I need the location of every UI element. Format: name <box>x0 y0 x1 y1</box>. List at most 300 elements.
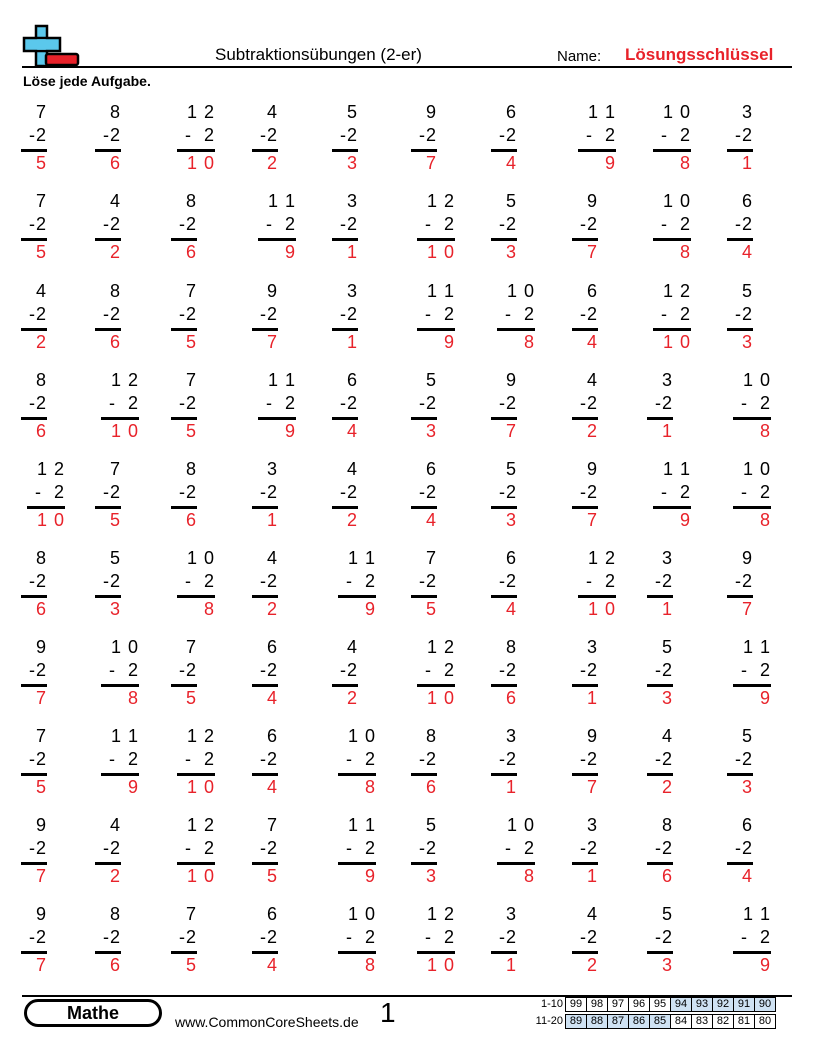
answer: 5 <box>185 332 197 352</box>
subtrahend: -2 <box>102 125 121 145</box>
problem <box>643 458 691 533</box>
problem <box>558 458 598 533</box>
problem <box>723 458 771 533</box>
problem <box>477 458 517 533</box>
problem <box>157 280 197 355</box>
answer: 6 <box>185 510 197 530</box>
minuend: 4 <box>586 370 598 390</box>
problem <box>7 369 47 444</box>
answer: 1 0 <box>426 955 455 975</box>
minuend: 1 1 <box>267 191 296 211</box>
subtrahend: -2 <box>259 571 278 591</box>
problem <box>407 636 455 711</box>
problem <box>318 636 358 711</box>
answer: 4 <box>266 955 278 975</box>
problem <box>157 190 197 265</box>
answer: 7 <box>266 332 278 352</box>
answer: 4 <box>505 153 517 173</box>
score-cell: 87 <box>607 1014 629 1029</box>
problem <box>81 814 121 889</box>
minuend: 5 <box>741 281 753 301</box>
minuend: 9 <box>741 548 753 568</box>
answer: 6 <box>425 777 437 797</box>
subtrahend: - 2 <box>660 304 691 324</box>
answer: 9 <box>443 332 455 352</box>
subtrahend: -2 <box>28 304 47 324</box>
answer: 4 <box>266 688 278 708</box>
minuend: 7 <box>185 281 197 301</box>
score-cell: 83 <box>691 1014 713 1029</box>
subtrahend: -2 <box>259 304 278 324</box>
subtrahend: - 2 <box>424 660 455 680</box>
subtrahend: -2 <box>339 214 358 234</box>
problem <box>7 101 47 176</box>
subtrahend: - 2 <box>34 482 65 502</box>
minuend: 3 <box>741 102 753 122</box>
problem <box>238 547 278 622</box>
subtrahend: -2 <box>734 214 753 234</box>
answer: 4 <box>505 599 517 619</box>
subtrahend: -2 <box>418 393 437 413</box>
answer: 1 <box>661 421 673 441</box>
subtrahend: - 2 <box>424 927 455 947</box>
problem <box>81 280 121 355</box>
subtrahend: - 2 <box>740 660 771 680</box>
answer: 9 <box>759 955 771 975</box>
subtrahend: -2 <box>178 214 197 234</box>
subtrahend: - 2 <box>108 749 139 769</box>
answer: 5 <box>185 688 197 708</box>
minuend: 6 <box>266 904 278 924</box>
subtrahend: -2 <box>579 304 598 324</box>
minuend: 5 <box>109 548 121 568</box>
answer: 7 <box>586 242 598 262</box>
answer: 9 <box>364 599 376 619</box>
subtrahend: -2 <box>339 393 358 413</box>
minuend: 8 <box>505 637 517 657</box>
minuend: 9 <box>425 102 437 122</box>
answer: 1 <box>661 599 673 619</box>
minuend: 1 2 <box>587 548 616 568</box>
subject-badge: Mathe <box>24 999 162 1027</box>
minuend: 7 <box>35 102 47 122</box>
answer-key-label: Lösungsschlüssel <box>625 45 774 64</box>
problem <box>633 369 673 444</box>
answer: 1 <box>741 153 753 173</box>
minuend: 1 1 <box>662 459 691 479</box>
minuend: 6 <box>505 102 517 122</box>
site-url: www.CommonCoreSheets.de <box>175 1014 359 1030</box>
minuend: 3 <box>346 191 358 211</box>
subtrahend: -2 <box>734 125 753 145</box>
subtrahend: -2 <box>339 660 358 680</box>
minuend: 1 0 <box>186 548 215 568</box>
answer: 8 <box>679 153 691 173</box>
minuend: 4 <box>266 102 278 122</box>
problem <box>568 101 616 176</box>
answer: 2 <box>266 153 278 173</box>
subtrahend: -2 <box>259 660 278 680</box>
problem <box>643 280 691 355</box>
minuend: 5 <box>346 102 358 122</box>
answer: 5 <box>266 866 278 886</box>
problem <box>238 903 278 978</box>
subtrahend: -2 <box>734 571 753 591</box>
problem <box>643 101 691 176</box>
answer: 1 <box>266 510 278 530</box>
problem <box>328 814 376 889</box>
subtrahend: - 2 <box>660 125 691 145</box>
answer: 1 0 <box>426 688 455 708</box>
minuend: 5 <box>505 191 517 211</box>
answer: 2 <box>586 421 598 441</box>
problem <box>713 101 753 176</box>
subtrahend: -2 <box>654 571 673 591</box>
subtrahend: - 2 <box>108 660 139 680</box>
answer: 6 <box>35 421 47 441</box>
minuend: 1 1 <box>742 904 771 924</box>
answer: 1 <box>505 955 517 975</box>
answer: 4 <box>346 421 358 441</box>
problem <box>713 547 753 622</box>
score-cell: 99 <box>565 997 587 1012</box>
score-cell: 82 <box>712 1014 734 1029</box>
answer: 8 <box>759 421 771 441</box>
page-number: 1 <box>380 997 396 1028</box>
problem <box>713 190 753 265</box>
answer: 1 <box>346 242 358 262</box>
score-cell: 89 <box>565 1014 587 1029</box>
problem <box>328 547 376 622</box>
answer: 2 <box>661 777 673 797</box>
score-row-label: 1-10 <box>540 998 563 1010</box>
subtrahend: - 2 <box>740 927 771 947</box>
problem <box>477 636 517 711</box>
subtrahend: -2 <box>579 927 598 947</box>
problem <box>7 190 47 265</box>
problem <box>318 280 358 355</box>
name-label: Name: <box>557 48 602 65</box>
subtrahend: -2 <box>654 927 673 947</box>
subtrahend: -2 <box>654 660 673 680</box>
answer: 1 0 <box>186 866 215 886</box>
problem <box>477 369 517 444</box>
minuend: 4 <box>266 548 278 568</box>
subtrahend: - 2 <box>740 393 771 413</box>
subtrahend: -2 <box>102 304 121 324</box>
problem <box>477 547 517 622</box>
minuend: 1 1 <box>110 726 139 746</box>
problem <box>723 903 771 978</box>
answer: 3 <box>346 153 358 173</box>
problem <box>328 903 376 978</box>
problem <box>407 190 455 265</box>
problem <box>7 636 47 711</box>
minuend: 9 <box>586 191 598 211</box>
minuend: 1 2 <box>426 904 455 924</box>
answer: 5 <box>35 242 47 262</box>
subtrahend: - 2 <box>740 482 771 502</box>
subtrahend: - 2 <box>424 304 455 324</box>
problem <box>81 458 121 533</box>
answer: 7 <box>586 510 598 530</box>
subtrahend: -2 <box>418 571 437 591</box>
problem <box>167 547 215 622</box>
minuend: 1 1 <box>587 102 616 122</box>
answer: 8 <box>679 242 691 262</box>
minuend: 3 <box>661 548 673 568</box>
minuend: 8 <box>425 726 437 746</box>
problem <box>328 725 376 800</box>
minuend: 8 <box>109 281 121 301</box>
answer: 8 <box>523 332 535 352</box>
problem <box>7 547 47 622</box>
score-cell: 97 <box>607 997 629 1012</box>
answer: 3 <box>425 866 437 886</box>
minuend: 1 0 <box>347 904 376 924</box>
answer: 8 <box>203 599 215 619</box>
answer: 3 <box>109 599 121 619</box>
answer: 2 <box>109 866 121 886</box>
subtrahend: -2 <box>418 125 437 145</box>
minuend: 1 2 <box>36 459 65 479</box>
subtrahend: - 2 <box>184 571 215 591</box>
minuend: 6 <box>266 637 278 657</box>
answer: 7 <box>35 866 47 886</box>
score-cell: 88 <box>586 1014 608 1029</box>
minuend: 4 <box>661 726 673 746</box>
score-cell: 84 <box>670 1014 692 1029</box>
minuend: 1 0 <box>742 459 771 479</box>
subtrahend: -2 <box>498 393 517 413</box>
answer: 1 0 <box>587 599 616 619</box>
answer: 9 <box>284 242 296 262</box>
answer: 9 <box>759 688 771 708</box>
minuend: 5 <box>661 904 673 924</box>
problem <box>713 280 753 355</box>
problem <box>167 101 215 176</box>
problem <box>477 903 517 978</box>
answer: 9 <box>127 777 139 797</box>
problem <box>477 101 517 176</box>
subtrahend: -2 <box>102 838 121 858</box>
minuend: 4 <box>586 904 598 924</box>
subtrahend: -2 <box>498 214 517 234</box>
subtrahend: -2 <box>28 125 47 145</box>
answer: 7 <box>505 421 517 441</box>
answer: 5 <box>425 599 437 619</box>
answer: 1 0 <box>186 153 215 173</box>
minuend: 9 <box>35 904 47 924</box>
answer: 1 <box>346 332 358 352</box>
minuend: 3 <box>505 904 517 924</box>
minuend: 6 <box>266 726 278 746</box>
subtrahend: -2 <box>418 749 437 769</box>
problem <box>477 190 517 265</box>
problem <box>248 369 296 444</box>
answer: 7 <box>35 955 47 975</box>
answer: 5 <box>35 777 47 797</box>
problem <box>81 547 121 622</box>
problem <box>713 725 753 800</box>
score-cell: 80 <box>754 1014 776 1029</box>
minuend: 1 0 <box>506 281 535 301</box>
problem <box>633 903 673 978</box>
minuend: 1 2 <box>110 370 139 390</box>
subtrahend: -2 <box>339 304 358 324</box>
problem <box>643 190 691 265</box>
subtrahend: -2 <box>178 927 197 947</box>
problem <box>558 369 598 444</box>
problem <box>397 547 437 622</box>
problem <box>318 101 358 176</box>
subtrahend: -2 <box>259 838 278 858</box>
answer: 9 <box>679 510 691 530</box>
subtrahend: -2 <box>498 482 517 502</box>
subtrahend: -2 <box>28 571 47 591</box>
answer: 2 <box>346 688 358 708</box>
minuend: 7 <box>109 459 121 479</box>
subtrahend: -2 <box>102 482 121 502</box>
minuend: 1 2 <box>662 281 691 301</box>
minuend: 9 <box>35 637 47 657</box>
minuend: 6 <box>586 281 598 301</box>
header-divider <box>22 66 792 68</box>
problem <box>81 101 121 176</box>
minuend: 1 2 <box>426 637 455 657</box>
subtrahend: - 2 <box>424 214 455 234</box>
subtrahend: -2 <box>178 482 197 502</box>
answer: 2 <box>586 955 598 975</box>
subtrahend: -2 <box>259 125 278 145</box>
minuend: 1 1 <box>742 637 771 657</box>
problem <box>248 190 296 265</box>
problem <box>91 725 139 800</box>
minuend: 1 0 <box>506 815 535 835</box>
minuend: 1 2 <box>426 191 455 211</box>
answer: 3 <box>741 777 753 797</box>
subtrahend: -2 <box>734 838 753 858</box>
minuend: 8 <box>185 459 197 479</box>
subtrahend: -2 <box>579 482 598 502</box>
minuend: 7 <box>425 548 437 568</box>
answer: 1 0 <box>186 777 215 797</box>
answer: 4 <box>741 242 753 262</box>
problem <box>713 814 753 889</box>
score-cell: 95 <box>649 997 671 1012</box>
minuend: 6 <box>425 459 437 479</box>
minuend: 9 <box>586 459 598 479</box>
problem <box>157 369 197 444</box>
subtrahend: -2 <box>654 393 673 413</box>
minuend: 1 0 <box>110 637 139 657</box>
answer: 1 0 <box>36 510 65 530</box>
minuend: 1 1 <box>347 548 376 568</box>
minuend: 8 <box>185 191 197 211</box>
problem <box>318 369 358 444</box>
minuend: 3 <box>346 281 358 301</box>
subtrahend: -2 <box>498 749 517 769</box>
problem <box>318 458 358 533</box>
minuend: 3 <box>586 815 598 835</box>
answer: 2 <box>266 599 278 619</box>
subtrahend: -2 <box>259 927 278 947</box>
score-cell: 85 <box>649 1014 671 1029</box>
problem <box>558 725 598 800</box>
answer: 1 0 <box>110 421 139 441</box>
answer: 2 <box>109 242 121 262</box>
answer: 4 <box>266 777 278 797</box>
answer: 6 <box>185 242 197 262</box>
minuend: 3 <box>586 637 598 657</box>
problem <box>397 458 437 533</box>
problem <box>17 458 65 533</box>
problem <box>723 636 771 711</box>
answer: 8 <box>364 955 376 975</box>
answer: 7 <box>586 777 598 797</box>
subtrahend: - 2 <box>184 749 215 769</box>
score-cell: 86 <box>628 1014 650 1029</box>
answer: 5 <box>109 510 121 530</box>
minuend: 8 <box>35 370 47 390</box>
subtrahend: -2 <box>28 749 47 769</box>
problem <box>238 636 278 711</box>
problem <box>157 636 197 711</box>
minuend: 5 <box>741 726 753 746</box>
problem <box>558 280 598 355</box>
subtrahend: -2 <box>418 838 437 858</box>
problem <box>558 903 598 978</box>
problem <box>157 458 197 533</box>
minuend: 7 <box>185 370 197 390</box>
subtrahend: -2 <box>579 660 598 680</box>
subtrahend: -2 <box>734 304 753 324</box>
problem <box>487 280 535 355</box>
score-cell: 90 <box>754 997 776 1012</box>
problem <box>397 101 437 176</box>
problem <box>81 903 121 978</box>
answer: 3 <box>741 332 753 352</box>
problem <box>633 547 673 622</box>
answer: 3 <box>425 421 437 441</box>
problem <box>238 458 278 533</box>
answer: 7 <box>425 153 437 173</box>
answer: 3 <box>661 688 673 708</box>
minuend: 1 2 <box>186 815 215 835</box>
score-cell: 94 <box>670 997 692 1012</box>
problem <box>558 190 598 265</box>
subtrahend: -2 <box>734 749 753 769</box>
answer: 6 <box>109 153 121 173</box>
answer: 8 <box>759 510 771 530</box>
subtrahend: -2 <box>178 304 197 324</box>
score-cell: 81 <box>733 1014 755 1029</box>
problem <box>318 190 358 265</box>
problem <box>7 903 47 978</box>
answer: 8 <box>127 688 139 708</box>
subtrahend: - 2 <box>345 927 376 947</box>
subtrahend: -2 <box>418 482 437 502</box>
subtrahend: - 2 <box>504 838 535 858</box>
problem <box>167 814 215 889</box>
minuend: 6 <box>505 548 517 568</box>
subtrahend: -2 <box>579 838 598 858</box>
subtrahend: - 2 <box>345 571 376 591</box>
subtrahend: - 2 <box>345 749 376 769</box>
minuend: 8 <box>109 102 121 122</box>
answer: 5 <box>185 421 197 441</box>
subtrahend: - 2 <box>184 125 215 145</box>
